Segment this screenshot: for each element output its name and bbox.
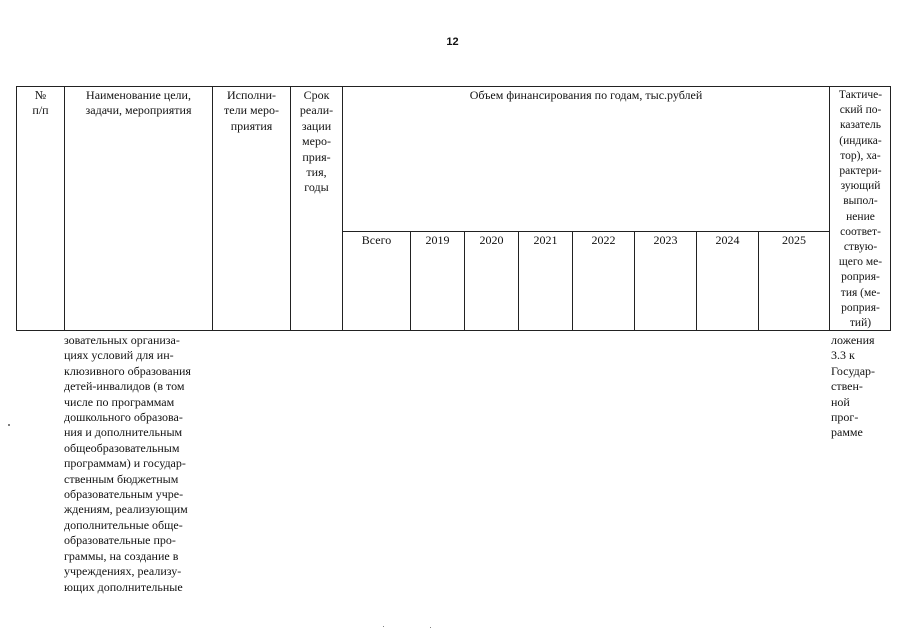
scan-speck (383, 626, 384, 627)
page-number: 12 (446, 36, 459, 48)
header-cell-total: Всего (342, 231, 410, 331)
header-cell-year-2023: 2023 (634, 231, 696, 331)
header-cell-executors: Исполни- тели меро- приятия (212, 86, 290, 331)
header-cell-year-2020: 2020 (464, 231, 518, 331)
header-cell-term: Срок реали- зации меро- прия- тия, годы (290, 86, 342, 331)
header-cell-number: № п/п (16, 86, 64, 331)
header-cell-year-2025: 2025 (758, 231, 829, 331)
header-cell-name: Наименование цели, задачи, мероприятия (64, 86, 212, 331)
header-cell-year-2022: 2022 (572, 231, 634, 331)
header-cell-year-2021: 2021 (518, 231, 572, 331)
header-cell-funding: Объем финансирования по годам, тыс.рублей (342, 86, 829, 231)
header-cell-year-2019: 2019 (410, 231, 464, 331)
header-cell-year-2024: 2024 (696, 231, 758, 331)
continuation-name-text: зовательных организа- циях условий для ин- клюзивного образования детей-инвалидов (в том числе по программам дошкольного образова- ния и дополнительным общеобразовательным программам) и государ- ственным бюджетным образовательным учре- ждениям, реализующим дополнительные обще- образовательные про- граммы, на создание в учреждениях, реализу- ющих дополнительные (64, 333, 191, 594)
continuation-indicator-text: ложения 3.3 к Государ- ствен- ной прог- рамме (831, 333, 876, 440)
header-cell-indicator: Тактиче- ский по- казатель (индика- тор), ха- рактери- зующий выпол- нение соответ- ствую- щего ме- роприя- тия (ме- роприя- тий) (829, 86, 891, 331)
scan-speck (430, 627, 431, 628)
scan-speck (8, 424, 10, 426)
